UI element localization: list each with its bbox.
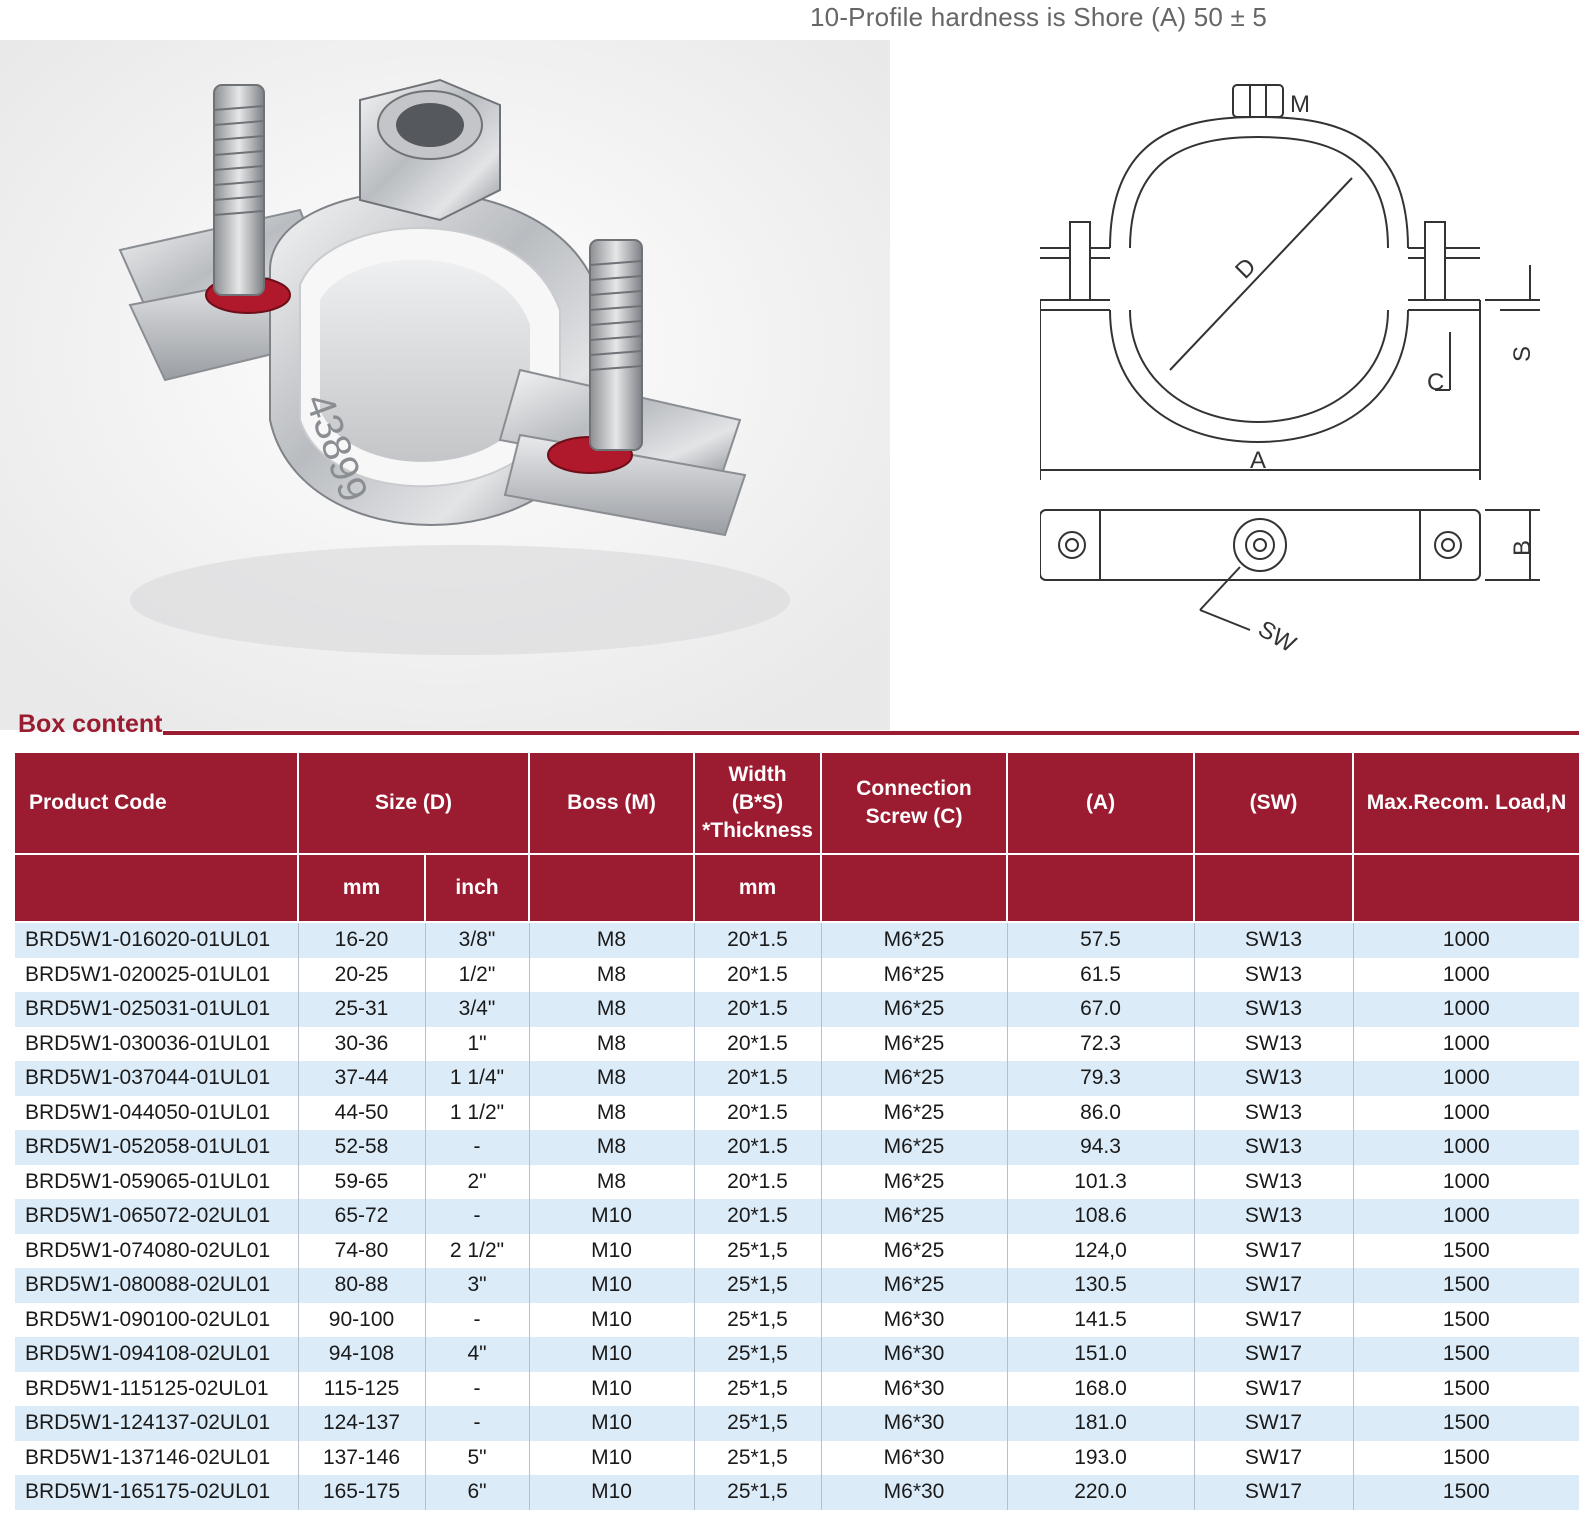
cell-mm: 65-72: [298, 1199, 425, 1234]
cell-a: 220.0: [1007, 1475, 1194, 1510]
cell-code: BRD5W1-090100-02UL01: [15, 1303, 298, 1338]
cell-inch: 3": [425, 1268, 529, 1303]
cell-width: 25*1,5: [694, 1303, 821, 1338]
cell-inch: 6": [425, 1475, 529, 1510]
section-title: Box content: [18, 710, 163, 738]
cell-mm: 44-50: [298, 1096, 425, 1131]
cell-inch: 2": [425, 1165, 529, 1200]
label-b: B: [1509, 539, 1536, 556]
cell-screw: M6*25: [821, 1096, 1007, 1131]
photo-stamp: 43899: [296, 388, 376, 508]
cell-inch: 2 1/2": [425, 1234, 529, 1269]
cell-screw: M6*25: [821, 1234, 1007, 1269]
cell-sw: SW17: [1194, 1475, 1353, 1510]
cell-a: 151.0: [1007, 1337, 1194, 1372]
header-size: Size (D): [298, 753, 529, 854]
cell-boss: M8: [529, 1096, 694, 1131]
header-product-code: Product Code: [15, 753, 298, 854]
cell-load: 1500: [1353, 1303, 1579, 1338]
cell-code: BRD5W1-065072-02UL01: [15, 1199, 298, 1234]
cell-boss: M8: [529, 1027, 694, 1062]
cell-code: BRD5W1-124137-02UL01: [15, 1406, 298, 1441]
cell-inch: -: [425, 1303, 529, 1338]
cell-boss: M10: [529, 1475, 694, 1510]
cell-screw: M6*30: [821, 1441, 1007, 1476]
cell-code: BRD5W1-020025-01UL01: [15, 958, 298, 993]
cell-boss: M8: [529, 992, 694, 1027]
table-row: [15, 1165, 1579, 1200]
table-row: [15, 1475, 1579, 1510]
cell-width: 20*1.5: [694, 958, 821, 993]
cell-boss: M10: [529, 1268, 694, 1303]
cell-inch: -: [425, 1199, 529, 1234]
header-connection-screw: Connection Screw (C): [821, 753, 1007, 854]
table-row: [15, 958, 1579, 993]
subheader-empty: [529, 854, 694, 922]
table-row: [15, 1027, 1579, 1062]
pipe-clamp-photo: [0, 40, 890, 730]
table-row: [15, 1406, 1579, 1441]
subheader-empty: [1007, 854, 1194, 922]
cell-sw: SW17: [1194, 1441, 1353, 1476]
section-divider: [163, 731, 1579, 735]
cell-screw: M6*25: [821, 1199, 1007, 1234]
cell-screw: M6*30: [821, 1406, 1007, 1441]
header-boss: Boss (M): [529, 753, 694, 854]
cell-mm: 115-125: [298, 1372, 425, 1407]
cell-width: 20*1.5: [694, 1165, 821, 1200]
cell-screw: M6*25: [821, 1268, 1007, 1303]
subheader-width-mm: mm: [694, 854, 821, 922]
cell-code: BRD5W1-025031-01UL01: [15, 992, 298, 1027]
cell-load: 1000: [1353, 1130, 1579, 1165]
cell-sw: SW17: [1194, 1303, 1353, 1338]
table-row: [15, 1441, 1579, 1476]
cell-sw: SW17: [1194, 1234, 1353, 1269]
cell-mm: 124-137: [298, 1406, 425, 1441]
cell-screw: M6*25: [821, 922, 1007, 958]
cell-width: 20*1.5: [694, 1027, 821, 1062]
subheader-empty: [1353, 854, 1579, 922]
cell-code: BRD5W1-052058-01UL01: [15, 1130, 298, 1165]
cell-code: BRD5W1-137146-02UL01: [15, 1441, 298, 1476]
cell-width: 25*1,5: [694, 1406, 821, 1441]
cell-code: BRD5W1-165175-02UL01: [15, 1475, 298, 1510]
cell-a: 193.0: [1007, 1441, 1194, 1476]
cell-inch: 1 1/4": [425, 1061, 529, 1096]
cell-a: 101.3: [1007, 1165, 1194, 1200]
cell-width: 20*1.5: [694, 1130, 821, 1165]
cell-code: BRD5W1-115125-02UL01: [15, 1372, 298, 1407]
cell-boss: M10: [529, 1199, 694, 1234]
cell-load: 1000: [1353, 1061, 1579, 1096]
cell-screw: M6*25: [821, 992, 1007, 1027]
cell-screw: M6*30: [821, 1475, 1007, 1510]
table-row: [15, 1096, 1579, 1131]
cell-load: 1000: [1353, 1199, 1579, 1234]
label-s: S: [1509, 345, 1536, 362]
table-row: [15, 1337, 1579, 1372]
cell-load: 1500: [1353, 1268, 1579, 1303]
cell-screw: M6*25: [821, 1130, 1007, 1165]
cell-sw: SW13: [1194, 1061, 1353, 1096]
cell-screw: M6*30: [821, 1303, 1007, 1338]
cell-code: BRD5W1-037044-01UL01: [15, 1061, 298, 1096]
cell-code: BRD5W1-059065-01UL01: [15, 1165, 298, 1200]
cell-screw: M6*25: [821, 1061, 1007, 1096]
subheader-empty: [15, 854, 298, 922]
cell-code: BRD5W1-074080-02UL01: [15, 1234, 298, 1269]
cell-inch: -: [425, 1406, 529, 1441]
cell-sw: SW17: [1194, 1406, 1353, 1441]
cell-boss: M10: [529, 1441, 694, 1476]
cell-load: 1500: [1353, 1441, 1579, 1476]
cell-load: 1000: [1353, 958, 1579, 993]
cell-mm: 30-36: [298, 1027, 425, 1062]
cell-a: 130.5: [1007, 1268, 1194, 1303]
cell-mm: 59-65: [298, 1165, 425, 1200]
cell-code: BRD5W1-030036-01UL01: [15, 1027, 298, 1062]
cell-code: BRD5W1-080088-02UL01: [15, 1268, 298, 1303]
cell-load: 1000: [1353, 1096, 1579, 1131]
cell-screw: M6*30: [821, 1337, 1007, 1372]
cell-sw: SW13: [1194, 1096, 1353, 1131]
cell-code: BRD5W1-016020-01UL01: [15, 922, 298, 958]
cell-mm: 16-20: [298, 922, 425, 958]
cell-inch: 1/2": [425, 958, 529, 993]
cell-sw: SW13: [1194, 958, 1353, 993]
label-sw: SW: [1253, 615, 1301, 659]
table-row: [15, 1234, 1579, 1269]
label-m: M: [1290, 91, 1310, 118]
cell-width: 20*1.5: [694, 1061, 821, 1096]
cell-width: 20*1.5: [694, 922, 821, 958]
cell-sw: SW13: [1194, 1027, 1353, 1062]
cell-screw: M6*25: [821, 1165, 1007, 1200]
cell-boss: M8: [529, 1061, 694, 1096]
cell-sw: SW13: [1194, 1165, 1353, 1200]
cell-mm: 94-108: [298, 1337, 425, 1372]
cell-boss: M8: [529, 1165, 694, 1200]
label-d: D: [1230, 252, 1262, 285]
cell-a: 181.0: [1007, 1406, 1194, 1441]
cell-load: 1500: [1353, 1475, 1579, 1510]
cell-sw: SW13: [1194, 1199, 1353, 1234]
cell-a: 86.0: [1007, 1096, 1194, 1131]
cell-boss: M8: [529, 1130, 694, 1165]
cell-boss: M10: [529, 1406, 694, 1441]
label-a: A: [1250, 447, 1267, 474]
clamp-technical-drawing: [1040, 70, 1580, 690]
cell-load: 1000: [1353, 922, 1579, 958]
table-row: [15, 1268, 1579, 1303]
cell-load: 1000: [1353, 992, 1579, 1027]
cell-width: 25*1,5: [694, 1475, 821, 1510]
cell-mm: 90-100: [298, 1303, 425, 1338]
cell-load: 1000: [1353, 1165, 1579, 1200]
cell-boss: M10: [529, 1303, 694, 1338]
header-a: (A): [1007, 753, 1194, 854]
cell-screw: M6*25: [821, 1027, 1007, 1062]
cell-mm: 80-88: [298, 1268, 425, 1303]
cell-inch: -: [425, 1372, 529, 1407]
cell-load: 1500: [1353, 1234, 1579, 1269]
table-row: [15, 922, 1579, 958]
subheader-size-inch: inch: [425, 854, 529, 922]
header-max-load: Max.Recom. Load,N: [1353, 753, 1579, 854]
cell-mm: 52-58: [298, 1130, 425, 1165]
cell-width: 25*1,5: [694, 1234, 821, 1269]
cell-load: 1000: [1353, 1027, 1579, 1062]
cell-width: 25*1,5: [694, 1268, 821, 1303]
cell-a: 72.3: [1007, 1027, 1194, 1062]
cell-inch: -: [425, 1130, 529, 1165]
cell-a: 124,0: [1007, 1234, 1194, 1269]
cell-width: 20*1.5: [694, 1199, 821, 1234]
cell-a: 108.6: [1007, 1199, 1194, 1234]
cell-width: 20*1.5: [694, 1096, 821, 1131]
cell-inch: 4": [425, 1337, 529, 1372]
cell-sw: SW17: [1194, 1337, 1353, 1372]
cell-inch: 1": [425, 1027, 529, 1062]
cell-a: 168.0: [1007, 1372, 1194, 1407]
subheader-size-mm: mm: [298, 854, 425, 922]
header-sw: (SW): [1194, 753, 1353, 854]
profile-hardness-note: 10-Profile hardness is Shore (A) 50 ± 5: [810, 2, 1268, 32]
cell-screw: M6*25: [821, 958, 1007, 993]
cell-code: BRD5W1-094108-02UL01: [15, 1337, 298, 1372]
subheader-empty: [821, 854, 1007, 922]
cell-a: 61.5: [1007, 958, 1194, 993]
cell-width: 25*1,5: [694, 1441, 821, 1476]
cell-sw: SW17: [1194, 1372, 1353, 1407]
cell-a: 57.5: [1007, 922, 1194, 958]
table-row: [15, 1061, 1579, 1096]
cell-a: 79.3: [1007, 1061, 1194, 1096]
table-row: [15, 1199, 1579, 1234]
cell-a: 94.3: [1007, 1130, 1194, 1165]
cell-boss: M10: [529, 1234, 694, 1269]
cell-mm: 165-175: [298, 1475, 425, 1510]
cell-boss: M10: [529, 1337, 694, 1372]
cell-boss: M10: [529, 1372, 694, 1407]
cell-a: 141.5: [1007, 1303, 1194, 1338]
cell-boss: M8: [529, 922, 694, 958]
table-row: [15, 1130, 1579, 1165]
cell-load: 1500: [1353, 1406, 1579, 1441]
cell-a: 67.0: [1007, 992, 1194, 1027]
cell-sw: SW13: [1194, 922, 1353, 958]
cell-inch: 5": [425, 1441, 529, 1476]
label-c: C: [1427, 369, 1445, 396]
cell-boss: M8: [529, 958, 694, 993]
cell-sw: SW17: [1194, 1268, 1353, 1303]
cell-mm: 37-44: [298, 1061, 425, 1096]
cell-mm: 137-146: [298, 1441, 425, 1476]
cell-width: 25*1,5: [694, 1372, 821, 1407]
cell-sw: SW13: [1194, 992, 1353, 1027]
cell-inch: 3/8": [425, 922, 529, 958]
cell-width: 20*1.5: [694, 992, 821, 1027]
cell-inch: 1 1/2": [425, 1096, 529, 1131]
cell-mm: 25-31: [298, 992, 425, 1027]
cell-load: 1500: [1353, 1372, 1579, 1407]
cell-sw: SW13: [1194, 1130, 1353, 1165]
cell-load: 1500: [1353, 1337, 1579, 1372]
cell-mm: 74-80: [298, 1234, 425, 1269]
cell-mm: 20-25: [298, 958, 425, 993]
cell-width: 25*1,5: [694, 1337, 821, 1372]
table-row: [15, 992, 1579, 1027]
cell-inch: 3/4": [425, 992, 529, 1027]
specification-table: [15, 753, 1579, 1510]
cell-code: BRD5W1-044050-01UL01: [15, 1096, 298, 1131]
table-row: [15, 1303, 1579, 1338]
table-row: [15, 1372, 1579, 1407]
header-width: Width (B*S) *Thickness: [694, 753, 821, 854]
subheader-empty: [1194, 854, 1353, 922]
cell-screw: M6*30: [821, 1372, 1007, 1407]
